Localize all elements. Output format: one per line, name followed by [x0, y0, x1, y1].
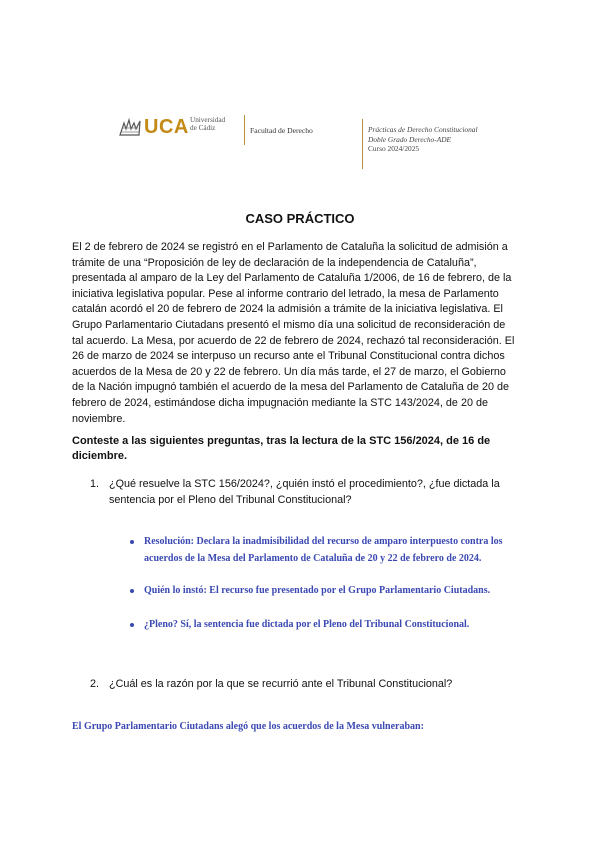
letterhead	[118, 113, 518, 173]
answer-item: ¿Pleno? Sí, la sentencia fue dictada por el Pleno del Tribunal Constitucional.	[144, 616, 544, 633]
question-number: 1.	[90, 478, 100, 490]
question-1	[90, 477, 530, 508]
bullet-icon	[130, 540, 134, 544]
question-text: ¿Qué resuelve la STC 156/2024?, ¿quién instó el procedimiento?, ¿fue dictada la	[109, 478, 500, 490]
uca-emblem-icon	[118, 117, 142, 137]
uca-logo: UCA	[144, 116, 189, 138]
question-number: 2.	[90, 678, 100, 690]
case-paragraph: El 2 de febrero de 2024 se registró en el Parlamento de Cataluña la solicitud de admisión a trámite de una “Proposición de ley de declaración de la independencia de Cataluña”, presentada al amparo de la Ley del Parlamento de Cataluña 1/2006, de 16 de febrero, de la iniciativa legislativa popular. Pese al informe contrario del letrado, la mesa de Parlamento catalán acordó el 20 de febrero de 2024 la admisión a trámite de la iniciativa legislativa. El Grupo Parlamentario Ciutadans presentó el mismo día una solicitud de reconsideración de tal acuerdo. La Mesa, por acuerdo de 22 de febrero de 2024, rechazó tal reconsideración. El 26 de marzo de 2024 se interpuso un recurso ante el Tribunal Constitucional contra dichos acuerdos de la Mesa de 20 y 22 de febrero. Un día más tarde, el 27 de marzo, el Gobierno de la Nación impugnó también el acuerdo de la mesa del Parlamento de Cataluña de 20 de febrero de 2024, estimándose dicha impugnación mediante la STC 143/2024, de 20 de noviembre.	[72, 241, 515, 425]
answer-item: Resolución: Declara la inadmisibilidad del recurso de amparo interpuesto contra los acuerdos de la Mesa del Parlamento de Cataluña de 20 y 22 de febrero de 2024.	[144, 533, 544, 567]
answer-text: El Grupo Parlamentario Ciutadans alegó que los acuerdos de la Mesa vulneraban:	[72, 721, 424, 732]
course-info: Prácticas de Derecho Constitucional Doble Grado Derecho-ADE Curso 2024/2025	[368, 125, 478, 153]
instructions: Conteste a las siguientes preguntas, tras la lectura de la STC 156/2024, de 16 de diciembre.	[72, 435, 491, 463]
page-title: CASO PRÁCTICO	[245, 211, 355, 226]
header-divider	[244, 115, 245, 145]
question-text: ¿Cuál es la razón por la que se recurrió ante el Tribunal Constitucional?	[109, 678, 453, 690]
university-name: Universidad de Cádiz	[190, 116, 226, 132]
faculty-name: Facultad de Derecho	[250, 126, 313, 135]
bullet-icon	[130, 589, 134, 593]
answer-item: Quién lo instó: El recurso fue presentado por el Grupo Parlamentario Ciutadans.	[144, 582, 544, 599]
bullet-icon	[130, 623, 134, 627]
question-2	[90, 677, 530, 693]
header-divider	[362, 119, 363, 169]
question-text: sentencia por el Pleno del Tribunal Constitucional?	[109, 493, 352, 506]
